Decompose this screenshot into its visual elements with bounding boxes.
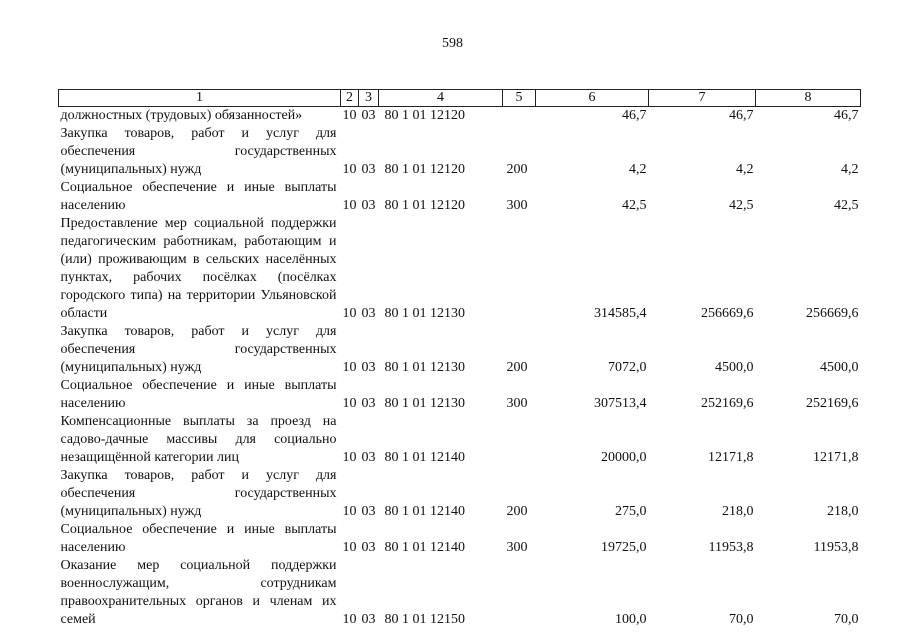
row-subsection: 03 <box>361 162 376 177</box>
row-target-code: 80 1 01 12140 <box>384 450 465 465</box>
table-row <box>59 557 861 629</box>
table-row <box>59 467 861 521</box>
row-section: 10 <box>342 198 357 213</box>
header-col-4: 4 <box>379 90 503 107</box>
row-section: 10 <box>342 108 357 123</box>
row-name: Социальное обеспечение и иные выплаты населению <box>60 378 337 411</box>
row-subsection: 03 <box>361 198 376 213</box>
row-expense-type <box>503 215 536 323</box>
row-target-code: 80 1 01 12150 <box>384 612 465 627</box>
row-expense-type: 300 <box>506 198 528 213</box>
row-value-6: 4,2 <box>629 162 647 177</box>
row-value-7: 46,7 <box>729 108 754 123</box>
row-value-6: 100,0 <box>615 612 647 627</box>
row-expense-type <box>503 557 536 629</box>
page-number: 598 <box>442 36 463 51</box>
header-col-2: 2 <box>341 90 359 107</box>
row-value-8: 12171,8 <box>813 450 859 465</box>
table-row <box>59 413 861 467</box>
row-target-code: 80 1 01 12120 <box>384 198 465 213</box>
row-expense-type: 200 <box>506 504 528 519</box>
row-value-6: 7072,0 <box>608 360 647 375</box>
row-section: 10 <box>342 162 357 177</box>
row-subsection: 03 <box>361 504 376 519</box>
row-value-8: 11953,8 <box>813 540 859 555</box>
row-value-6: 19725,0 <box>601 540 647 555</box>
row-value-8: 218,0 <box>827 504 859 519</box>
row-section: 10 <box>342 396 357 411</box>
table-row <box>59 215 861 323</box>
row-name: Закупка товаров, работ и услуг для обеспечения государственных (муниципальных) нужд <box>60 324 337 375</box>
row-value-6: 307513,4 <box>594 396 647 411</box>
row-section: 10 <box>342 540 357 555</box>
row-name: Оказание мер социальной поддержки военнослужащим, сотрудникам правоохранительных органов и членам их семей <box>60 558 337 627</box>
row-expense-type: 300 <box>506 540 528 555</box>
budget-table <box>58 89 861 629</box>
row-value-7: 70,0 <box>729 612 754 627</box>
row-name: Компенсационные выплаты за проезд на садово-дачные массивы для социально незащищённой категории лиц <box>60 414 337 465</box>
table-row <box>59 125 861 179</box>
table-row <box>59 179 861 215</box>
header-col-8: 8 <box>756 90 861 107</box>
row-target-code: 80 1 01 12140 <box>384 504 465 519</box>
table-row <box>59 521 861 557</box>
row-expense-type: 200 <box>506 162 528 177</box>
row-value-7: 12171,8 <box>708 450 754 465</box>
row-value-8: 252169,6 <box>806 396 859 411</box>
header-col-6: 6 <box>536 90 649 107</box>
row-section: 10 <box>342 612 357 627</box>
table-header-row <box>59 90 861 107</box>
row-expense-type <box>503 413 536 467</box>
row-target-code: 80 1 01 12140 <box>384 540 465 555</box>
row-value-8: 256669,6 <box>806 306 859 321</box>
row-value-7: 4,2 <box>736 162 754 177</box>
row-value-6: 20000,0 <box>601 450 647 465</box>
row-name: Социальное обеспечение и иные выплаты населению <box>60 522 337 555</box>
row-value-8: 4,2 <box>841 162 859 177</box>
header-col-7: 7 <box>649 90 756 107</box>
table-row <box>59 323 861 377</box>
row-target-code: 80 1 01 12120 <box>384 162 465 177</box>
row-subsection: 03 <box>361 108 376 123</box>
row-name: Закупка товаров, работ и услуг для обеспечения государственных (муниципальных) нужд <box>60 468 337 519</box>
row-value-6: 275,0 <box>615 504 647 519</box>
table-row <box>59 377 861 413</box>
row-target-code: 80 1 01 12130 <box>384 396 465 411</box>
row-value-8: 70,0 <box>834 612 859 627</box>
row-value-6: 46,7 <box>622 108 647 123</box>
row-section: 10 <box>342 504 357 519</box>
row-target-code: 80 1 01 12120 <box>384 108 465 123</box>
row-value-6: 314585,4 <box>594 306 647 321</box>
row-name: Предоставление мер социальной поддержки педагогическим работникам, работающим и (или) проживающим в сельских населённых пунктах, рабочих посёлках (посёлках городского типа) на территории Ульяновской области <box>60 216 337 321</box>
row-target-code: 80 1 01 12130 <box>384 306 465 321</box>
row-expense-type: 200 <box>506 360 528 375</box>
row-target-code: 80 1 01 12130 <box>384 360 465 375</box>
row-name: Закупка товаров, работ и услуг для обеспечения государственных (муниципальных) нужд <box>60 126 337 177</box>
row-value-7: 218,0 <box>722 504 754 519</box>
row-value-7: 252169,6 <box>701 396 754 411</box>
row-subsection: 03 <box>361 612 376 627</box>
header-col-3: 3 <box>359 90 379 107</box>
row-subsection: 03 <box>361 360 376 375</box>
row-subsection: 03 <box>361 450 376 465</box>
table-row <box>59 107 861 126</box>
row-subsection: 03 <box>361 306 376 321</box>
row-name: Социальное обеспечение и иные выплаты населению <box>60 180 337 213</box>
row-value-6: 42,5 <box>622 198 647 213</box>
row-value-7: 42,5 <box>729 198 754 213</box>
row-subsection: 03 <box>361 540 376 555</box>
header-col-1: 1 <box>59 90 341 107</box>
row-section: 10 <box>342 360 357 375</box>
row-value-7: 11953,8 <box>708 540 754 555</box>
row-name: должностных (трудовых) обязанностей» <box>60 108 303 123</box>
row-value-7: 256669,6 <box>701 306 754 321</box>
row-value-7: 4500,0 <box>715 360 754 375</box>
row-section: 10 <box>342 306 357 321</box>
row-value-8: 46,7 <box>834 108 859 123</box>
row-subsection: 03 <box>361 396 376 411</box>
row-expense-type: 300 <box>506 396 528 411</box>
row-expense-type <box>503 107 536 126</box>
row-value-8: 4500,0 <box>820 360 859 375</box>
row-section: 10 <box>342 450 357 465</box>
row-value-8: 42,5 <box>834 198 859 213</box>
header-col-5: 5 <box>503 90 536 107</box>
